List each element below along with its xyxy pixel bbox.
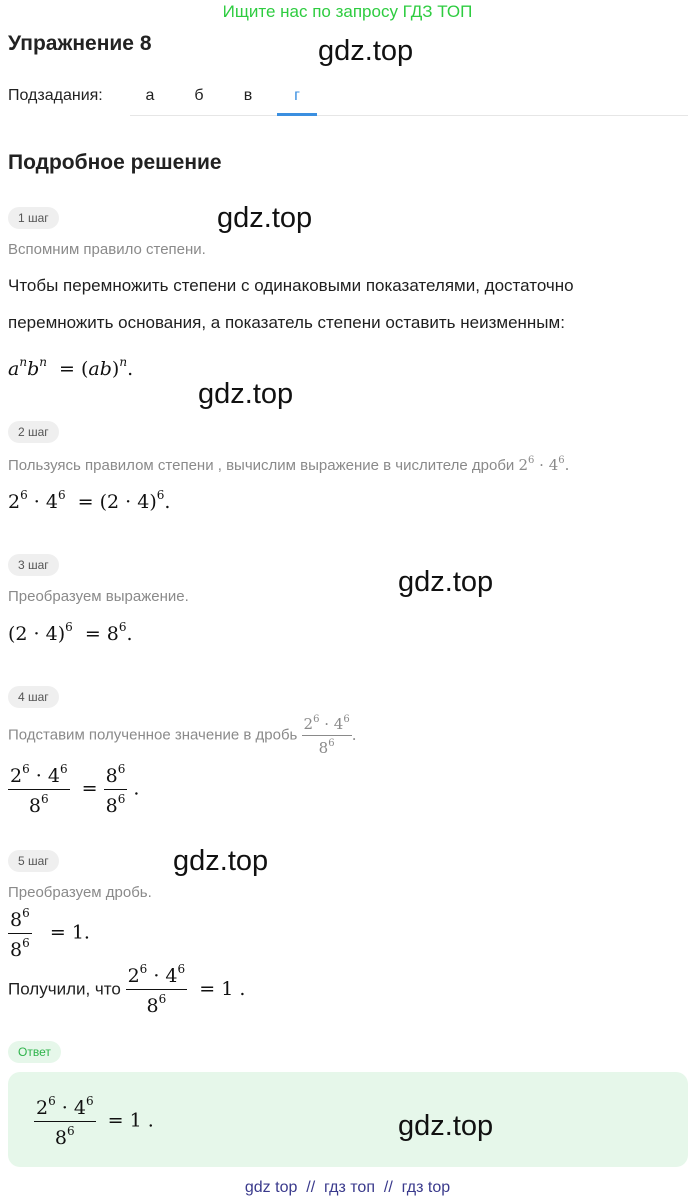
step-5-formula: $\frac{8^6}{8^6}$ = 1. <box>10 906 90 961</box>
step-3-hint: Преобразуем выражение. <box>8 588 189 605</box>
step-5-conclusion-formula: $\frac{2^6 \cdot 4^6}{8^6}$ = 1 . <box>127 962 246 1017</box>
step-3-badge: 3 шаг <box>8 554 59 576</box>
subtasks-label: Подзадания: <box>8 87 103 104</box>
step-5-conclusion <box>8 962 245 1017</box>
tab-a[interactable]: а <box>145 87 155 104</box>
watermark: gdz.top <box>173 845 269 877</box>
step-4-formula: $\frac{2^6 \cdot 4^6}{8^6}$ = $\frac{8^6}{8^6}$ . <box>10 762 140 817</box>
watermark: gdz.top <box>398 566 494 598</box>
step-1-hint: Вспомним правило степени. <box>8 241 206 258</box>
step-1-formula: $a^nb^n = (ab)^n$. <box>8 355 134 380</box>
watermark: gdz.top <box>318 35 414 67</box>
step-2-hint-text: Пользуясь правилом степени , вычислим выражение в числителе дроби <box>8 457 515 474</box>
watermark: gdz.top <box>217 202 313 234</box>
search-banner[interactable]: Ищите нас по запросу ГДЗ ТОП <box>222 2 473 21</box>
page-title: Упражнение 8 <box>8 32 152 55</box>
step-5-conclusion-text: Получили, что <box>8 979 121 999</box>
step-4-hint-text: Подставим полученное значение в дробь <box>8 726 298 744</box>
footer-links[interactable]: gdz top // гдз топ // гдз top <box>244 1179 451 1196</box>
watermark: gdz.top <box>198 378 294 410</box>
step-1-text-line-1: Чтобы перемножить степени с одинаковыми показателями, достаточно <box>8 276 574 295</box>
step-1-badge: 1 шаг <box>8 207 59 229</box>
tab-b[interactable]: б <box>194 87 204 104</box>
watermark: gdz.top <box>398 1110 494 1142</box>
active-tab-indicator <box>277 113 317 116</box>
step-1-text-line-2: перемножить основания, а показатель степени оставить неизменным: <box>8 313 565 332</box>
step-2-badge: 2 шаг <box>8 421 59 443</box>
step-5-badge: 5 шаг <box>8 850 59 872</box>
subtasks-divider <box>130 115 688 116</box>
answer-formula: $\frac{2^6 \cdot 4^6}{8^6}$ = 1 . <box>36 1094 154 1149</box>
solution-title: Подробное решение <box>8 151 222 174</box>
step-3-formula: $(2 \cdot 4)^6 = 8^6$. <box>8 620 133 645</box>
tab-g[interactable]: г <box>294 87 300 104</box>
step-4-hint-formula: $\frac{2^6 \cdot 4^6}{8^6}$ . <box>303 714 357 757</box>
tab-v[interactable]: в <box>243 87 253 104</box>
step-4-hint <box>8 714 356 757</box>
answer-badge: Ответ <box>8 1041 61 1063</box>
step-2-hint <box>8 455 569 474</box>
step-5-hint: Преобразуем дробь. <box>8 884 152 901</box>
step-2-formula: $2^6 \cdot 4^6 = (2 \cdot 4)^6$. <box>8 488 171 513</box>
step-2-hint-formula: $2^6 \cdot 4^6$. <box>518 455 570 474</box>
step-4-badge: 4 шаг <box>8 686 59 708</box>
